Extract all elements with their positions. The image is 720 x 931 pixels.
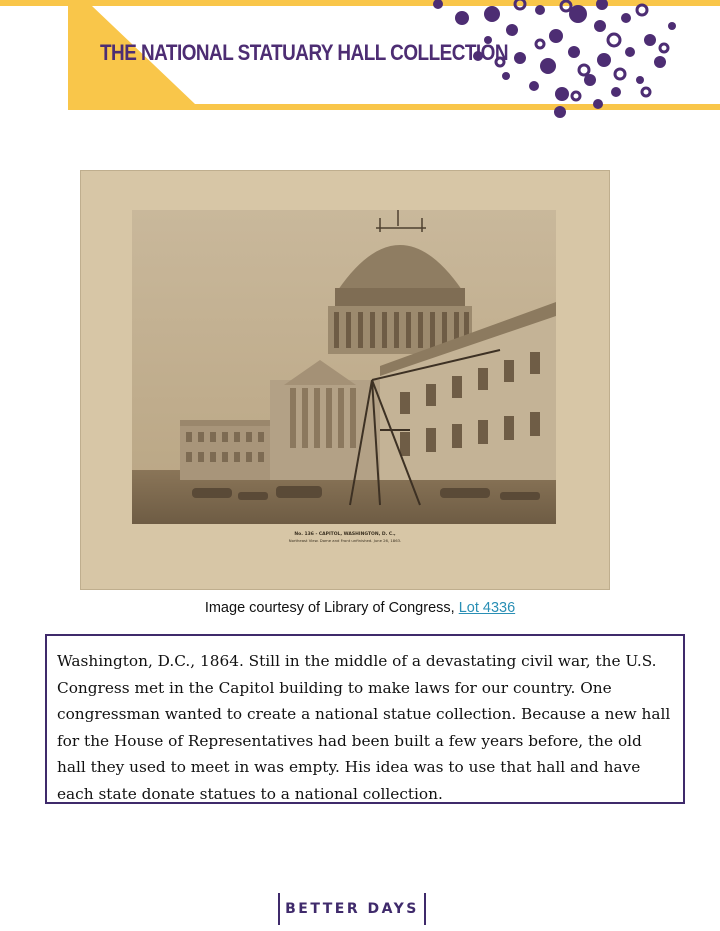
photo-caption-text: Image courtesy of Library of Congress, [204,600,459,616]
story-paragraph: Washington, D.C., 1864. Still in the middle of a devastating civil war, the U.S. Congress met in the Capitol building to make laws for our country. One congressman wanted to create a national statue collection. Because a new hall for the House of Representatives had been built a few years before, the old hall they used to meet in was empty. His idea was to use that hall and have each state donate statues to a national collection. [57,652,671,803]
footer-bar-right [424,893,426,925]
story-text-box [45,634,685,804]
lot-4336-link[interactable]: Lot 4336 [458,600,516,616]
footer-brand-text: BETTER DAYS [285,901,419,917]
header-title: THE NATIONAL STATUARY HALL COLLECTION [100,40,509,65]
photo-plate-line1: No. 136 - CAPITOL, WASHINGTON, D. C., [294,532,396,537]
footer-brand [278,893,426,925]
header-banner [0,0,720,118]
photo-plate-line2: Northeast View. Dome and Front unfinished. June 26, 1863. [288,538,402,543]
capitol-photo [80,170,610,590]
capitol-photo-illustration [80,170,610,590]
photo-caption [0,600,720,616]
